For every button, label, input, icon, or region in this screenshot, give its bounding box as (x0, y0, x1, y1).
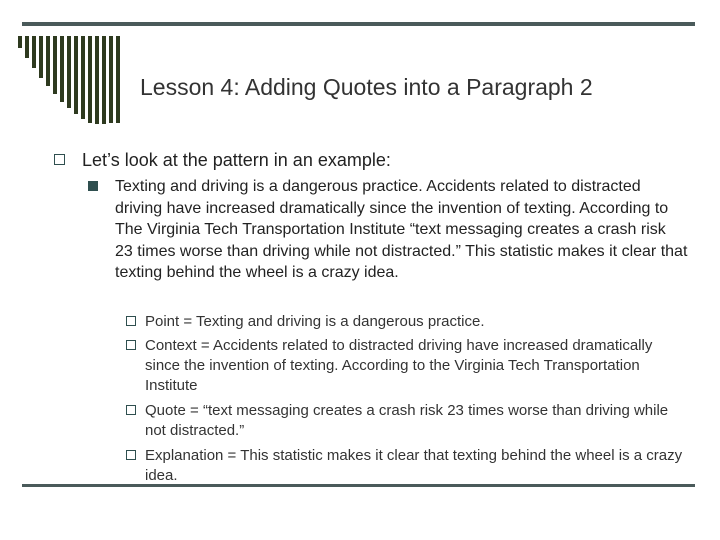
filled-square-bullet-icon (88, 181, 98, 191)
list-item-quote (126, 401, 686, 441)
list-item-text: Point = Texting and driving is a dangerous practice. (145, 313, 485, 330)
slide-title: Lesson 4: Adding Quotes into a Paragraph 2 (140, 74, 593, 100)
top-rule (22, 22, 695, 26)
list-item-text: Explanation = This statistic makes it clear that texting behind the wheel is a crazy idea. (145, 447, 683, 484)
bottom-rule (22, 484, 695, 487)
hollow-square-bullet-icon (126, 316, 136, 326)
list-item-text: Quote = “text messaging creates a crash risk 23 times worse than driving while not distracted.” (145, 402, 669, 439)
example-paragraph (88, 176, 688, 284)
list-item-text: Context = Accidents related to distracted driving have increased dramatically since the invention of texting. According to the Virginia Tech Transportation Institute (145, 337, 653, 394)
hollow-square-bullet-icon (126, 405, 136, 415)
hollow-square-bullet-icon (54, 154, 65, 165)
hollow-square-bullet-icon (126, 450, 136, 460)
decorative-bars (18, 36, 138, 126)
hollow-square-bullet-icon (126, 340, 136, 350)
bullet-level1 (58, 150, 688, 171)
bullet-level1-text: Let’s look at the pattern in an example: (82, 150, 391, 170)
list-item-context (126, 336, 686, 396)
list-item-explanation (126, 446, 686, 486)
example-paragraph-text: Texting and driving is a dangerous practice. Accidents related to distracted driving have increased dramatically since the invention of texting. According to The Virginia Tech Transportation Institute “text messaging creates a crash risk 23 times worse than driving while not distracted.” This statistic makes it clear that texting behind the wheel is a crazy idea. (115, 178, 688, 282)
list-item-point (126, 312, 686, 332)
